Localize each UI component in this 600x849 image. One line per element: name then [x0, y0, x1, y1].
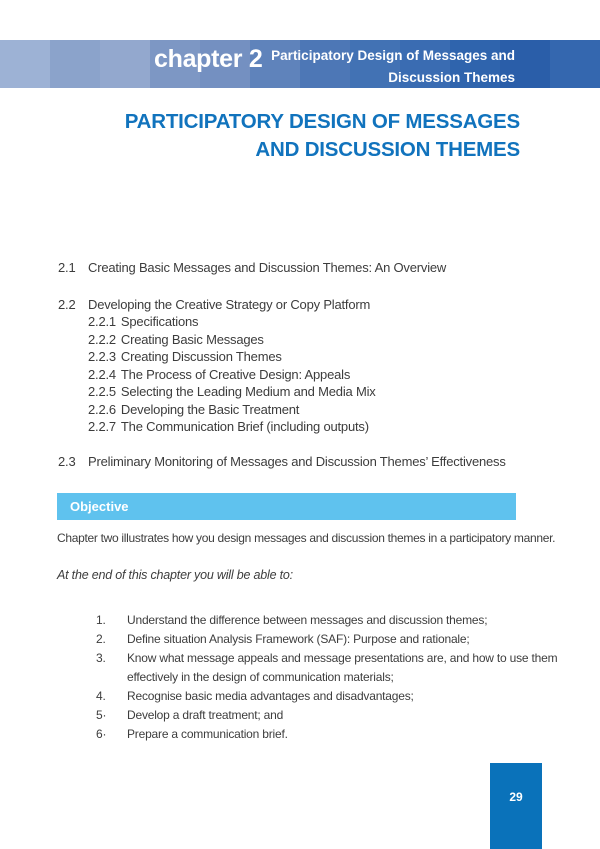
- toc-row: [88, 348, 538, 366]
- list-item: [96, 649, 557, 687]
- list-item-line: effectively in the design of communication materials;: [127, 670, 394, 684]
- list-item-text: [127, 611, 487, 630]
- toc-number: 2.2: [58, 296, 76, 312]
- chapter-subtitle-line1: Participatory Design of Messages and: [271, 48, 515, 63]
- toc-number: 2.2.2: [88, 331, 116, 347]
- list-item-marker: 6·: [96, 727, 107, 741]
- objective-paragraph: Chapter two illustrates how you design messages and discussion themes in a participatory manner.: [57, 531, 556, 545]
- list-item-text: [127, 649, 557, 687]
- toc-label: Preliminary Monitoring of Messages and Discussion Themes’ Effectiveness: [88, 453, 506, 469]
- toc-row: [88, 383, 538, 401]
- page-title: [125, 108, 520, 164]
- toc-number: 2.3: [58, 453, 76, 469]
- band-block: [0, 40, 50, 88]
- list-item-line: Know what message appeals and message presentations are, and how to use them: [127, 651, 558, 665]
- toc-number: 2.2.1: [88, 314, 116, 329]
- toc-row: [88, 331, 538, 349]
- toc-number: 2.2.4: [88, 366, 116, 382]
- chapter-number-label: chapter 2: [154, 45, 263, 73]
- toc-label: Creating Basic Messages and Discussion Themes: An Overview: [88, 260, 447, 275]
- chapter-subtitle: [255, 45, 515, 89]
- list-item-marker: 4.: [96, 689, 106, 703]
- list-item-marker: 5·: [96, 708, 107, 722]
- list-item-line: Understand the difference between messages and discussion themes;: [127, 613, 488, 627]
- toc-number: 2.2.3: [88, 349, 116, 364]
- list-item-text: [127, 706, 283, 725]
- toc-label: Developing the Basic Treatment: [120, 401, 300, 417]
- objective-heading: Objective: [70, 499, 129, 514]
- toc-row: [58, 296, 538, 314]
- list-item: [96, 630, 557, 649]
- toc-number: 2.2.5: [88, 384, 116, 399]
- band-block: [550, 40, 600, 88]
- toc-row: [88, 418, 538, 436]
- list-item: [96, 611, 557, 630]
- list-item-text: [127, 725, 288, 744]
- list-item: [96, 725, 557, 744]
- page-number-block: [490, 763, 542, 849]
- toc-number: 2.2.7: [88, 419, 116, 434]
- toc-label: The Process of Creative Design: Appeals: [120, 366, 351, 382]
- page-number: 29: [509, 790, 523, 804]
- objective-heading-band: [57, 493, 516, 520]
- toc-label: Creating Discussion Themes: [120, 349, 282, 364]
- toc-label: Creating Basic Messages: [120, 331, 264, 347]
- list-item-marker: 2.: [96, 632, 106, 646]
- band-block: [50, 40, 100, 88]
- toc-label: Specifications: [120, 314, 199, 329]
- toc-number: 2.1: [58, 260, 76, 275]
- list-item-marker: 3.: [96, 651, 106, 665]
- toc-row: [88, 366, 538, 384]
- page-title-line1: PARTICIPATORY DESIGN OF MESSAGES: [124, 110, 520, 133]
- list-item: [96, 687, 557, 706]
- list-item-line: Prepare a communication brief.: [127, 727, 288, 741]
- toc-row: [58, 259, 538, 277]
- band-block: [100, 40, 150, 88]
- toc-label: The Communication Brief (including outputs): [120, 419, 369, 434]
- list-item-line: Recognise basic media advantages and disadvantages;: [127, 689, 414, 703]
- toc-number: 2.2.6: [88, 401, 116, 417]
- toc-label: Selecting the Leading Medium and Media Mix: [120, 384, 376, 399]
- table-of-contents: [58, 259, 538, 470]
- chapter-subtitle-line2: Discussion Themes: [388, 70, 515, 85]
- list-item-text: [127, 687, 414, 706]
- toc-row: [58, 453, 538, 471]
- list-item: [96, 706, 557, 725]
- objectives-list: [96, 611, 557, 744]
- toc-row: [88, 401, 538, 419]
- page-title-line2: AND DISCUSSION THEMES: [255, 138, 520, 161]
- list-item-text: [127, 630, 470, 649]
- toc-row: [88, 313, 538, 331]
- list-item-line: Develop a draft treatment; and: [127, 708, 284, 722]
- toc-label: Developing the Creative Strategy or Copy Platform: [88, 296, 371, 312]
- objective-intro-line: At the end of this chapter you will be able to:: [57, 568, 293, 582]
- list-item-marker: 1.: [96, 613, 106, 627]
- list-item-line: Define situation Analysis Framework (SAF): Purpose and rationale;: [127, 632, 470, 646]
